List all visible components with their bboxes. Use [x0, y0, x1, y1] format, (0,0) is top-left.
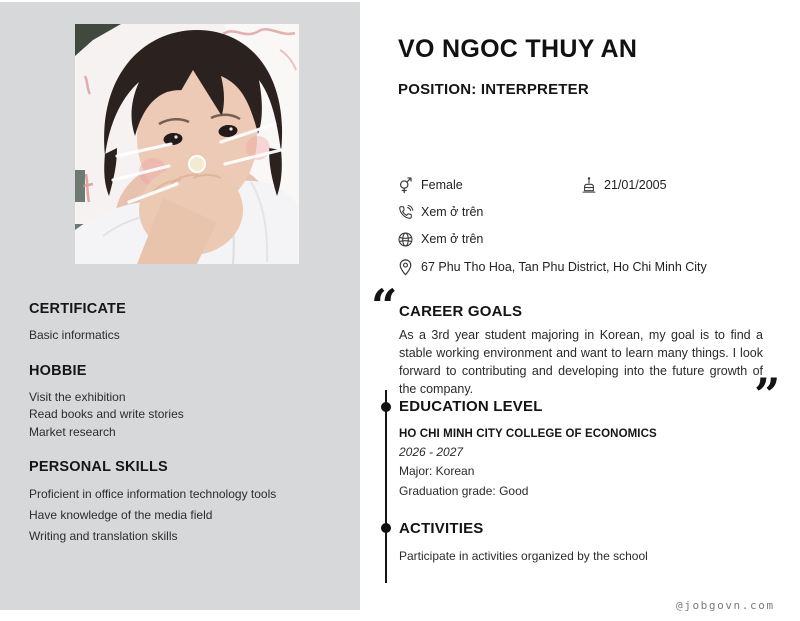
education-major: Major: Korean	[399, 464, 475, 478]
gender-row	[397, 176, 463, 194]
career-goals-heading: CAREER GOALS	[399, 303, 523, 320]
birthday-row	[581, 176, 667, 194]
birthday-value: 21/01/2005	[604, 178, 667, 192]
address-row	[397, 258, 707, 276]
hobbie-item: Market research	[29, 425, 116, 439]
hobbie-heading: HOBBIE	[29, 363, 87, 379]
hobbie-item: Read books and write stories	[29, 407, 184, 421]
applicant-position: POSITION: INTERPRETER	[398, 81, 589, 98]
activities-heading: ACTIVITIES	[399, 520, 484, 537]
gender-icon	[397, 175, 414, 195]
personal-skills-item: Proficient in office information technology tools	[29, 487, 277, 501]
gender-value: Female	[421, 178, 463, 192]
personal-skills-item: Writing and translation skills	[29, 529, 178, 543]
address-value: 67 Phu Tho Hoa, Tan Phu District, Ho Chi Minh City	[421, 260, 707, 274]
applicant-name: VO NGOC THUY AN	[398, 35, 638, 63]
website-value: Xem ở trên	[421, 232, 484, 246]
phone-row	[397, 203, 483, 221]
personal-skills-heading: PERSONAL SKILLS	[29, 459, 168, 475]
career-goals-text: As a 3rd year student majoring in Korean, my goal is to find a stable working environment and want to learn many things. I look forward to contributing and developing into the future growth of the company.	[399, 328, 763, 396]
open-quote-mark: “	[371, 279, 398, 333]
certificate-item: Basic informatics	[29, 328, 120, 342]
timeline-line	[385, 390, 387, 583]
birthday-cake-icon	[581, 177, 597, 194]
profile-photo-illustration	[75, 24, 299, 264]
website-row	[397, 230, 483, 248]
certificate-heading: CERTIFICATE	[29, 301, 126, 317]
close-quote-mark: ”	[754, 368, 781, 422]
education-heading: EDUCATION LEVEL	[399, 398, 543, 415]
education-period: 2026 - 2027	[399, 445, 464, 459]
globe-icon	[397, 231, 414, 248]
location-pin-icon	[397, 258, 414, 277]
personal-skills-item: Have knowledge of the media field	[29, 508, 213, 522]
profile-photo	[75, 24, 299, 264]
activities-timeline-dot	[381, 523, 391, 533]
education-school: HO CHI MINH CITY COLLEGE OF ECONOMICS	[399, 428, 657, 440]
phone-ringing-icon	[397, 204, 414, 221]
hobbie-item: Visit the exhibition	[29, 390, 126, 404]
education-grade: Graduation grade: Good	[399, 484, 529, 498]
watermark: @jobgovn.com	[676, 599, 775, 612]
activities-item: Participate in activities organized by the school	[399, 549, 648, 563]
phone-value: Xem ở trên	[421, 205, 484, 219]
sidebar	[0, 2, 360, 610]
education-timeline-dot	[381, 402, 391, 412]
